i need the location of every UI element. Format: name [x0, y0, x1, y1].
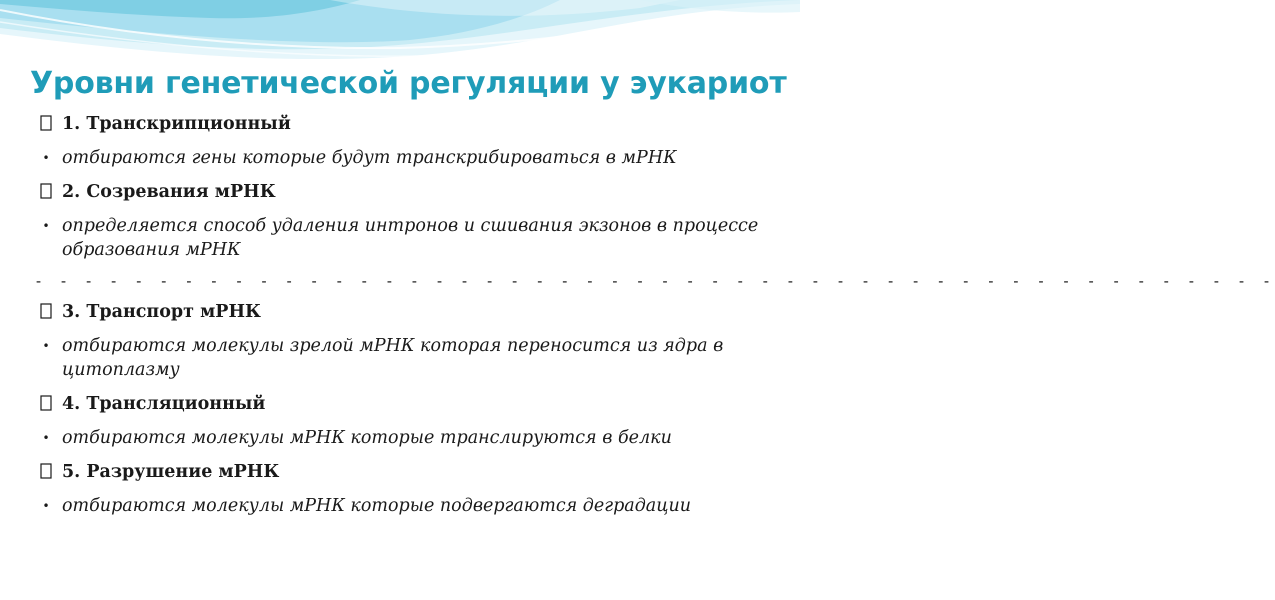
bullet-icon: • [42, 339, 50, 353]
missing-glyph-icon [36, 112, 56, 136]
slide-content [34, 112, 1275, 518]
level-item-degradation [36, 460, 786, 484]
level-item-label: 2. Созревания мРНК [62, 182, 276, 202]
bullet-icon: • [42, 499, 50, 513]
level-item-label: 4. Трансляционный [62, 394, 266, 414]
bullet-icon: • [42, 219, 50, 233]
detail-item-translation [36, 426, 786, 450]
slide-title: Уровни генетической регуляции у эукариот [30, 66, 787, 101]
bullet-icon: • [42, 431, 50, 445]
missing-glyph-icon [36, 180, 56, 204]
detail-item-text: отбираются молекулы мРНК которые подвергаются деградации [62, 496, 691, 516]
missing-glyph-icon [36, 392, 56, 416]
dashed-separator: - - - - - - - - - - - - - - - - - - - - - - - - - - - - - - - - - - - - - - - - - - - - - - - - - - [34, 272, 1275, 290]
detail-item-maturation [36, 214, 786, 262]
detail-item-text: отбираются молекулы зрелой мРНК которая переносится из ядра в цитоплазму [62, 336, 724, 380]
detail-item-text: отбираются гены которые будут транскрибироваться в мРНК [62, 148, 677, 168]
level-item-label: 1. Транскрипционный [62, 114, 291, 134]
level-item-translation [36, 392, 786, 416]
bullet-icon: • [42, 151, 50, 165]
missing-glyph-icon [36, 460, 56, 484]
detail-item-transcription [36, 146, 786, 170]
detail-item-text: отбираются молекулы мРНК которые транслируются в белки [62, 428, 672, 448]
level-item-transcription [36, 112, 786, 136]
detail-item-text: определяется способ удаления интронов и сшивания экзонов в процессе образования мРНК [62, 216, 759, 260]
detail-item-transport [36, 334, 786, 382]
detail-item-degradation [36, 494, 786, 518]
level-item-label: 5. Разрушение мРНК [62, 462, 280, 482]
missing-glyph-icon [36, 300, 56, 324]
level-item-label: 3. Транспорт мРНК [62, 302, 261, 322]
level-item-maturation [36, 180, 786, 204]
level-item-transport [36, 300, 786, 324]
